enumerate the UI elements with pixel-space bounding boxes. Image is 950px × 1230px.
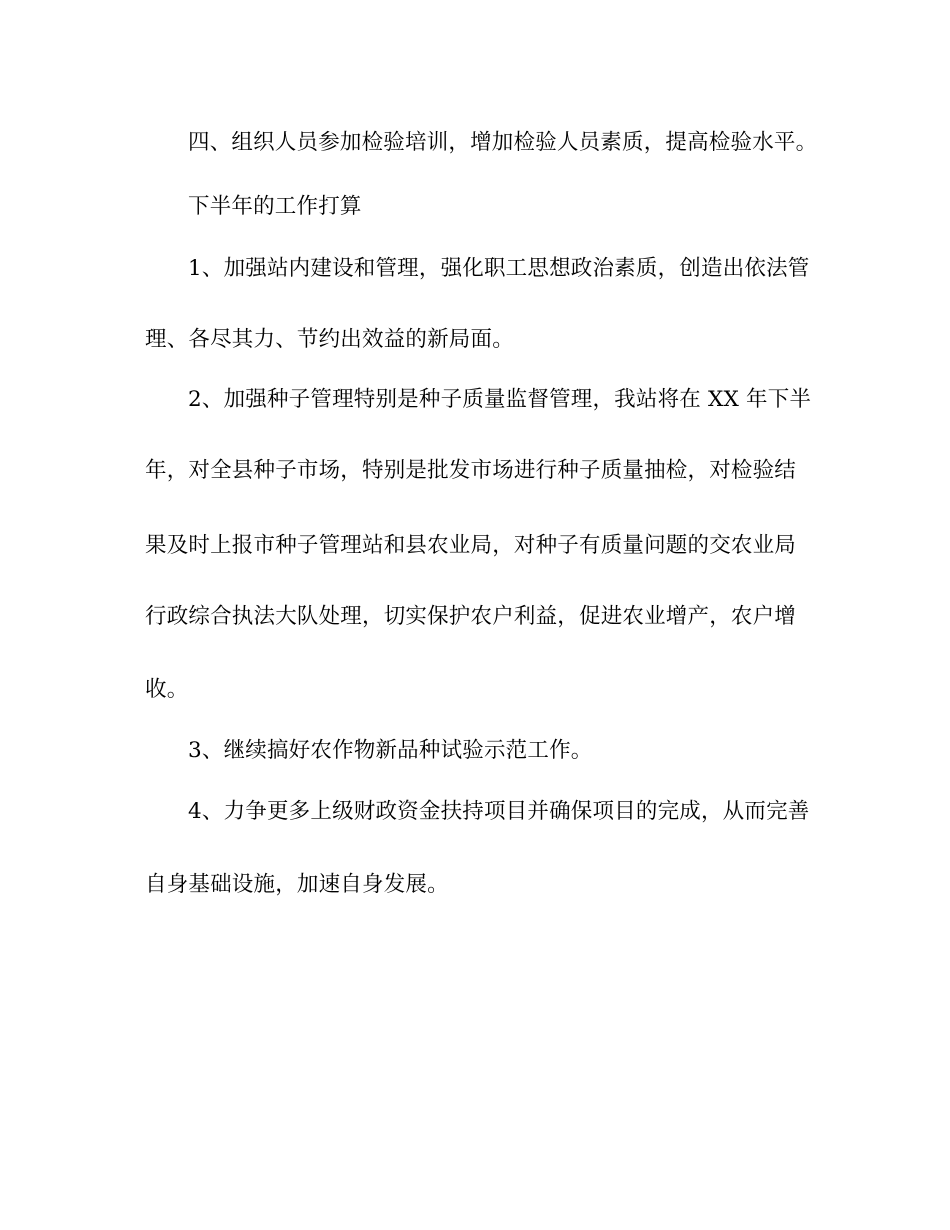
paragraph-line-6: 年，对全县种子市场，特别是批发市场进行种子质量抽检，对检验结 xyxy=(145,458,797,483)
paragraph-line-12: 自身基础设施，加速自身发展。 xyxy=(145,872,449,897)
paragraph-line-1: 四、组织人员参加检验培训，增加检验人员素质，提高检验水平。 xyxy=(188,130,818,155)
paragraph-line-9: 收。 xyxy=(145,677,189,702)
section-heading: 下半年的工作打算 xyxy=(188,194,362,219)
paragraph-line-3: 1、加强站内建设和管理，强化职工思想政治素质，创造出依法管 xyxy=(188,256,810,281)
paragraph-line-10: 3、继续搞好农作物新品种试验示范工作。 xyxy=(188,738,593,763)
paragraph-line-4: 理、各尽其力、节约出效益的新局面。 xyxy=(145,327,514,352)
paragraph-line-7: 果及时上报市种子管理站和县农业局，对种子有质量问题的交农业局 xyxy=(145,533,797,558)
paragraph-line-5: 2、加强种子管理特别是种子质量监督管理，我站将在 XX 年下半 xyxy=(188,387,812,412)
paragraph-line-8: 行政综合执法大队处理，切实保护农户利益，促进农业增产，农户增 xyxy=(145,604,797,629)
paragraph-line-11: 4、力争更多上级财政资金扶持项目并确保项目的完成，从而完善 xyxy=(188,799,810,824)
